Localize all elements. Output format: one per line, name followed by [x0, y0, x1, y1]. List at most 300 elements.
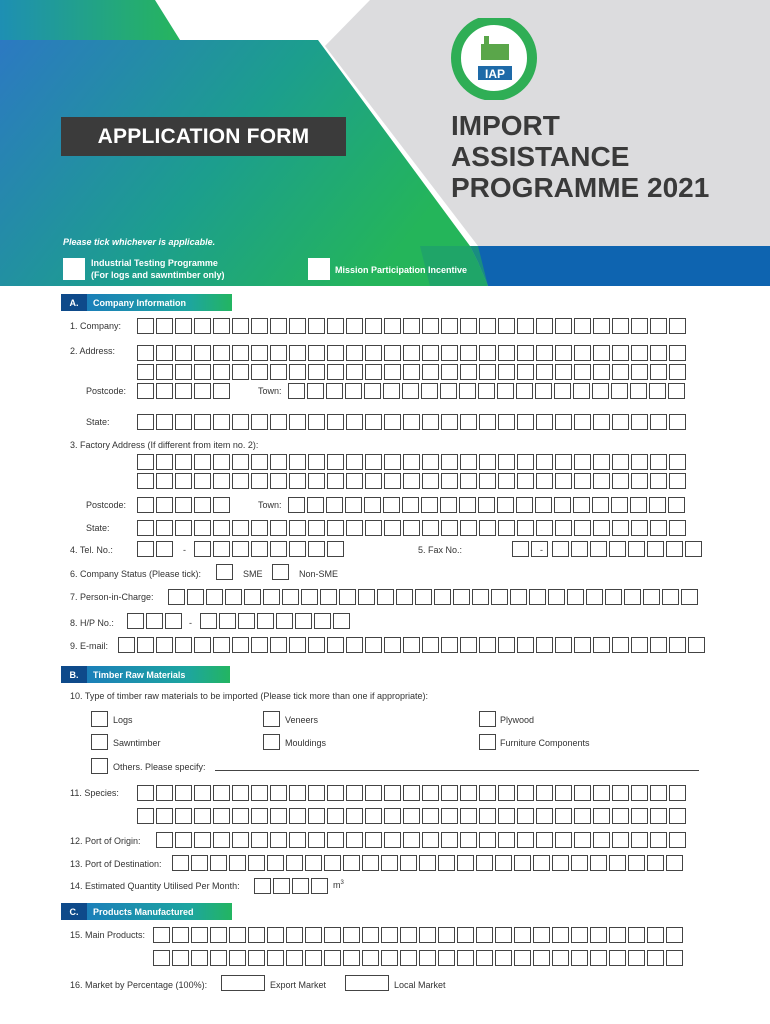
- char-box[interactable]: [514, 927, 531, 943]
- char-box[interactable]: [631, 520, 648, 536]
- char-box[interactable]: [324, 950, 341, 966]
- char-box[interactable]: [137, 520, 154, 536]
- char-box[interactable]: [194, 454, 211, 470]
- char-box[interactable]: [365, 637, 382, 653]
- char-box[interactable]: [498, 414, 515, 430]
- char-box[interactable]: [517, 345, 534, 361]
- char-box[interactable]: [301, 589, 318, 605]
- char-box[interactable]: [536, 808, 553, 824]
- char-box[interactable]: [314, 613, 331, 629]
- char-box[interactable]: [415, 589, 432, 605]
- char-box[interactable]: [289, 541, 306, 557]
- char-box[interactable]: [592, 383, 609, 399]
- char-box[interactable]: [517, 454, 534, 470]
- char-box[interactable]: [213, 414, 230, 430]
- char-box[interactable]: [384, 414, 401, 430]
- char-box[interactable]: [343, 855, 360, 871]
- hp-prefix-boxes[interactable]: [127, 613, 182, 629]
- char-box[interactable]: [555, 520, 572, 536]
- char-box[interactable]: [650, 785, 667, 801]
- char-box[interactable]: [210, 950, 227, 966]
- char-box[interactable]: [495, 927, 512, 943]
- char-box[interactable]: [666, 855, 683, 871]
- char-box[interactable]: [194, 785, 211, 801]
- sawntimber-checkbox[interactable]: [91, 734, 108, 750]
- factory-postcode-boxes[interactable]: [137, 497, 230, 513]
- char-box[interactable]: [666, 541, 683, 557]
- char-box[interactable]: [571, 927, 588, 943]
- char-box[interactable]: [308, 541, 325, 557]
- char-box[interactable]: [175, 414, 192, 430]
- char-box[interactable]: [422, 364, 439, 380]
- char-box[interactable]: [555, 637, 572, 653]
- char-box[interactable]: [612, 345, 629, 361]
- char-box[interactable]: [137, 454, 154, 470]
- char-box[interactable]: [175, 454, 192, 470]
- char-box[interactable]: [365, 414, 382, 430]
- char-box[interactable]: [327, 832, 344, 848]
- char-box[interactable]: [593, 414, 610, 430]
- char-box[interactable]: [384, 345, 401, 361]
- char-box[interactable]: [194, 832, 211, 848]
- char-box[interactable]: [441, 520, 458, 536]
- non-sme-checkbox[interactable]: [272, 564, 289, 580]
- char-box[interactable]: [251, 318, 268, 334]
- char-box[interactable]: [438, 927, 455, 943]
- char-box[interactable]: [612, 520, 629, 536]
- char-box[interactable]: [536, 345, 553, 361]
- char-box[interactable]: [536, 520, 553, 536]
- char-box[interactable]: [533, 950, 550, 966]
- port-of-origin-boxes[interactable]: [156, 832, 686, 848]
- char-box[interactable]: [324, 855, 341, 871]
- char-box[interactable]: [175, 832, 192, 848]
- char-box[interactable]: [137, 473, 154, 489]
- others-checkbox[interactable]: [91, 758, 108, 774]
- char-box[interactable]: [479, 832, 496, 848]
- char-box[interactable]: [307, 497, 324, 513]
- char-box[interactable]: [248, 855, 265, 871]
- char-box[interactable]: [165, 613, 182, 629]
- char-box[interactable]: [251, 454, 268, 470]
- char-box[interactable]: [400, 927, 417, 943]
- char-box[interactable]: [232, 520, 249, 536]
- char-box[interactable]: [498, 637, 515, 653]
- char-box[interactable]: [346, 832, 363, 848]
- char-box[interactable]: [219, 613, 236, 629]
- logs-checkbox[interactable]: [91, 711, 108, 727]
- char-box[interactable]: [213, 364, 230, 380]
- char-box[interactable]: [156, 414, 173, 430]
- char-box[interactable]: [647, 541, 664, 557]
- char-box[interactable]: [498, 345, 515, 361]
- char-box[interactable]: [365, 832, 382, 848]
- char-box[interactable]: [536, 414, 553, 430]
- char-box[interactable]: [555, 785, 572, 801]
- char-box[interactable]: [400, 855, 417, 871]
- char-box[interactable]: [251, 414, 268, 430]
- char-box[interactable]: [251, 808, 268, 824]
- char-box[interactable]: [662, 589, 679, 605]
- char-box[interactable]: [324, 927, 341, 943]
- char-box[interactable]: [571, 950, 588, 966]
- char-box[interactable]: [460, 808, 477, 824]
- char-box[interactable]: [175, 383, 192, 399]
- char-box[interactable]: [345, 383, 362, 399]
- char-box[interactable]: [491, 589, 508, 605]
- char-box[interactable]: [346, 364, 363, 380]
- char-box[interactable]: [187, 589, 204, 605]
- factory-address-boxes-2[interactable]: [137, 473, 686, 489]
- char-box[interactable]: [365, 345, 382, 361]
- char-box[interactable]: [459, 383, 476, 399]
- char-box[interactable]: [403, 808, 420, 824]
- town-boxes[interactable]: [288, 383, 685, 399]
- char-box[interactable]: [232, 318, 249, 334]
- char-box[interactable]: [232, 454, 249, 470]
- factory-state-boxes[interactable]: [137, 520, 686, 536]
- char-box[interactable]: [384, 808, 401, 824]
- char-box[interactable]: [270, 520, 287, 536]
- char-box[interactable]: [586, 589, 603, 605]
- hp-number-boxes[interactable]: [200, 613, 350, 629]
- tel-area-boxes[interactable]: [137, 541, 173, 557]
- char-box[interactable]: [346, 473, 363, 489]
- char-box[interactable]: [441, 785, 458, 801]
- char-box[interactable]: [631, 414, 648, 430]
- char-box[interactable]: [536, 473, 553, 489]
- char-box[interactable]: [327, 345, 344, 361]
- char-box[interactable]: [460, 454, 477, 470]
- char-box[interactable]: [593, 345, 610, 361]
- char-box[interactable]: [327, 808, 344, 824]
- char-box[interactable]: [552, 927, 569, 943]
- char-box[interactable]: [365, 520, 382, 536]
- char-box[interactable]: [440, 497, 457, 513]
- option-mission-checkbox[interactable]: [308, 258, 330, 280]
- char-box[interactable]: [384, 454, 401, 470]
- char-box[interactable]: [650, 808, 667, 824]
- char-box[interactable]: [191, 950, 208, 966]
- char-box[interactable]: [609, 855, 626, 871]
- char-box[interactable]: [305, 927, 322, 943]
- char-box[interactable]: [460, 345, 477, 361]
- char-box[interactable]: [327, 785, 344, 801]
- char-box[interactable]: [630, 497, 647, 513]
- char-box[interactable]: [592, 497, 609, 513]
- char-box[interactable]: [333, 613, 350, 629]
- char-box[interactable]: [251, 473, 268, 489]
- char-box[interactable]: [669, 637, 686, 653]
- char-box[interactable]: [137, 497, 154, 513]
- char-box[interactable]: [574, 364, 591, 380]
- char-box[interactable]: [536, 832, 553, 848]
- char-box[interactable]: [251, 520, 268, 536]
- char-box[interactable]: [498, 318, 515, 334]
- char-box[interactable]: [346, 520, 363, 536]
- char-box[interactable]: [402, 497, 419, 513]
- char-box[interactable]: [476, 950, 493, 966]
- char-box[interactable]: [517, 414, 534, 430]
- char-box[interactable]: [593, 637, 610, 653]
- char-box[interactable]: [669, 520, 686, 536]
- char-box[interactable]: [365, 364, 382, 380]
- char-box[interactable]: [327, 520, 344, 536]
- char-box[interactable]: [422, 637, 439, 653]
- sme-checkbox[interactable]: [216, 564, 233, 580]
- char-box[interactable]: [308, 345, 325, 361]
- char-box[interactable]: [146, 613, 163, 629]
- char-box[interactable]: [422, 345, 439, 361]
- char-box[interactable]: [441, 345, 458, 361]
- char-box[interactable]: [384, 364, 401, 380]
- char-box[interactable]: [593, 832, 610, 848]
- char-box[interactable]: [384, 785, 401, 801]
- char-box[interactable]: [631, 454, 648, 470]
- estimated-quantity-boxes[interactable]: [254, 878, 328, 894]
- char-box[interactable]: [517, 808, 534, 824]
- char-box[interactable]: [590, 541, 607, 557]
- char-box[interactable]: [479, 637, 496, 653]
- char-box[interactable]: [688, 637, 705, 653]
- char-box[interactable]: [137, 383, 154, 399]
- char-box[interactable]: [156, 454, 173, 470]
- species-boxes-1[interactable]: [137, 785, 686, 801]
- char-box[interactable]: [175, 785, 192, 801]
- char-box[interactable]: [668, 383, 685, 399]
- char-box[interactable]: [593, 520, 610, 536]
- email-boxes[interactable]: [118, 637, 705, 653]
- char-box[interactable]: [326, 497, 343, 513]
- char-box[interactable]: [495, 855, 512, 871]
- char-box[interactable]: [305, 950, 322, 966]
- char-box[interactable]: [669, 345, 686, 361]
- char-box[interactable]: [668, 497, 685, 513]
- char-box[interactable]: [574, 808, 591, 824]
- char-box[interactable]: [457, 855, 474, 871]
- char-box[interactable]: [384, 473, 401, 489]
- char-box[interactable]: [213, 808, 230, 824]
- char-box[interactable]: [383, 383, 400, 399]
- char-box[interactable]: [554, 497, 571, 513]
- char-box[interactable]: [479, 454, 496, 470]
- char-box[interactable]: [232, 785, 249, 801]
- char-box[interactable]: [289, 454, 306, 470]
- furniture-components-checkbox[interactable]: [479, 734, 496, 750]
- char-box[interactable]: [419, 855, 436, 871]
- char-box[interactable]: [529, 589, 546, 605]
- char-box[interactable]: [574, 473, 591, 489]
- char-box[interactable]: [194, 808, 211, 824]
- char-box[interactable]: [194, 364, 211, 380]
- char-box[interactable]: [326, 383, 343, 399]
- char-box[interactable]: [365, 808, 382, 824]
- char-box[interactable]: [421, 383, 438, 399]
- char-box[interactable]: [365, 318, 382, 334]
- char-box[interactable]: [612, 785, 629, 801]
- char-box[interactable]: [630, 383, 647, 399]
- char-box[interactable]: [460, 785, 477, 801]
- char-box[interactable]: [555, 473, 572, 489]
- char-box[interactable]: [479, 318, 496, 334]
- char-box[interactable]: [327, 473, 344, 489]
- char-box[interactable]: [441, 318, 458, 334]
- char-box[interactable]: [346, 414, 363, 430]
- char-box[interactable]: [459, 497, 476, 513]
- char-box[interactable]: [156, 785, 173, 801]
- char-box[interactable]: [498, 832, 515, 848]
- char-box[interactable]: [497, 497, 514, 513]
- char-box[interactable]: [288, 383, 305, 399]
- char-box[interactable]: [479, 345, 496, 361]
- char-box[interactable]: [631, 832, 648, 848]
- char-box[interactable]: [286, 927, 303, 943]
- char-box[interactable]: [384, 832, 401, 848]
- char-box[interactable]: [498, 520, 515, 536]
- char-box[interactable]: [153, 927, 170, 943]
- char-box[interactable]: [270, 414, 287, 430]
- char-box[interactable]: [200, 613, 217, 629]
- char-box[interactable]: [156, 364, 173, 380]
- char-box[interactable]: [422, 414, 439, 430]
- char-box[interactable]: [555, 454, 572, 470]
- char-box[interactable]: [612, 808, 629, 824]
- char-box[interactable]: [628, 855, 645, 871]
- char-box[interactable]: [567, 589, 584, 605]
- char-box[interactable]: [175, 637, 192, 653]
- char-box[interactable]: [476, 855, 493, 871]
- char-box[interactable]: [156, 520, 173, 536]
- char-box[interactable]: [403, 473, 420, 489]
- char-box[interactable]: [650, 832, 667, 848]
- char-box[interactable]: [590, 855, 607, 871]
- char-box[interactable]: [267, 855, 284, 871]
- char-box[interactable]: [555, 808, 572, 824]
- char-box[interactable]: [498, 454, 515, 470]
- char-box[interactable]: [457, 927, 474, 943]
- char-box[interactable]: [574, 520, 591, 536]
- char-box[interactable]: [498, 785, 515, 801]
- char-box[interactable]: [156, 345, 173, 361]
- char-box[interactable]: [460, 832, 477, 848]
- char-box[interactable]: [669, 808, 686, 824]
- char-box[interactable]: [460, 637, 477, 653]
- local-market-input[interactable]: [345, 975, 389, 991]
- char-box[interactable]: [289, 345, 306, 361]
- char-box[interactable]: [327, 454, 344, 470]
- char-box[interactable]: [320, 589, 337, 605]
- char-box[interactable]: [381, 855, 398, 871]
- char-box[interactable]: [497, 383, 514, 399]
- char-box[interactable]: [172, 855, 189, 871]
- char-box[interactable]: [628, 541, 645, 557]
- postcode-boxes[interactable]: [137, 383, 230, 399]
- char-box[interactable]: [628, 927, 645, 943]
- char-box[interactable]: [441, 454, 458, 470]
- char-box[interactable]: [396, 589, 413, 605]
- char-box[interactable]: [346, 785, 363, 801]
- char-box[interactable]: [270, 832, 287, 848]
- char-box[interactable]: [403, 318, 420, 334]
- char-box[interactable]: [270, 473, 287, 489]
- char-box[interactable]: [364, 497, 381, 513]
- char-box[interactable]: [251, 785, 268, 801]
- char-box[interactable]: [631, 808, 648, 824]
- char-box[interactable]: [647, 950, 664, 966]
- char-box[interactable]: [308, 637, 325, 653]
- species-boxes-2[interactable]: [137, 808, 686, 824]
- char-box[interactable]: [403, 785, 420, 801]
- char-box[interactable]: [175, 318, 192, 334]
- char-box[interactable]: [612, 454, 629, 470]
- char-box[interactable]: [289, 473, 306, 489]
- char-box[interactable]: [419, 950, 436, 966]
- char-box[interactable]: [267, 950, 284, 966]
- char-box[interactable]: [137, 364, 154, 380]
- char-box[interactable]: [400, 950, 417, 966]
- char-box[interactable]: [631, 364, 648, 380]
- char-box[interactable]: [213, 454, 230, 470]
- char-box[interactable]: [495, 950, 512, 966]
- char-box[interactable]: [650, 473, 667, 489]
- char-box[interactable]: [345, 497, 362, 513]
- mouldings-checkbox[interactable]: [263, 734, 280, 750]
- char-box[interactable]: [440, 383, 457, 399]
- char-box[interactable]: [229, 927, 246, 943]
- char-box[interactable]: [289, 808, 306, 824]
- char-box[interactable]: [137, 318, 154, 334]
- char-box[interactable]: [377, 589, 394, 605]
- char-box[interactable]: [479, 808, 496, 824]
- char-box[interactable]: [536, 637, 553, 653]
- char-box[interactable]: [308, 832, 325, 848]
- char-box[interactable]: [346, 345, 363, 361]
- char-box[interactable]: [419, 927, 436, 943]
- char-box[interactable]: [194, 473, 211, 489]
- char-box[interactable]: [289, 414, 306, 430]
- char-box[interactable]: [175, 808, 192, 824]
- char-box[interactable]: [650, 520, 667, 536]
- main-products-boxes-2[interactable]: [153, 950, 683, 966]
- char-box[interactable]: [669, 414, 686, 430]
- char-box[interactable]: [175, 520, 192, 536]
- char-box[interactable]: [364, 383, 381, 399]
- char-box[interactable]: [175, 497, 192, 513]
- char-box[interactable]: [402, 383, 419, 399]
- char-box[interactable]: [270, 541, 287, 557]
- char-box[interactable]: [571, 855, 588, 871]
- char-box[interactable]: [647, 927, 664, 943]
- char-box[interactable]: [593, 364, 610, 380]
- char-box[interactable]: [270, 364, 287, 380]
- char-box[interactable]: [593, 808, 610, 824]
- char-box[interactable]: [213, 637, 230, 653]
- char-box[interactable]: [270, 637, 287, 653]
- char-box[interactable]: [327, 414, 344, 430]
- char-box[interactable]: [213, 318, 230, 334]
- char-box[interactable]: [244, 589, 261, 605]
- char-box[interactable]: [669, 785, 686, 801]
- char-box[interactable]: [669, 454, 686, 470]
- char-box[interactable]: [213, 541, 230, 557]
- char-box[interactable]: [191, 855, 208, 871]
- char-box[interactable]: [273, 878, 290, 894]
- char-box[interactable]: [403, 637, 420, 653]
- char-box[interactable]: [666, 927, 683, 943]
- char-box[interactable]: [194, 541, 211, 557]
- char-box[interactable]: [270, 345, 287, 361]
- char-box[interactable]: [339, 589, 356, 605]
